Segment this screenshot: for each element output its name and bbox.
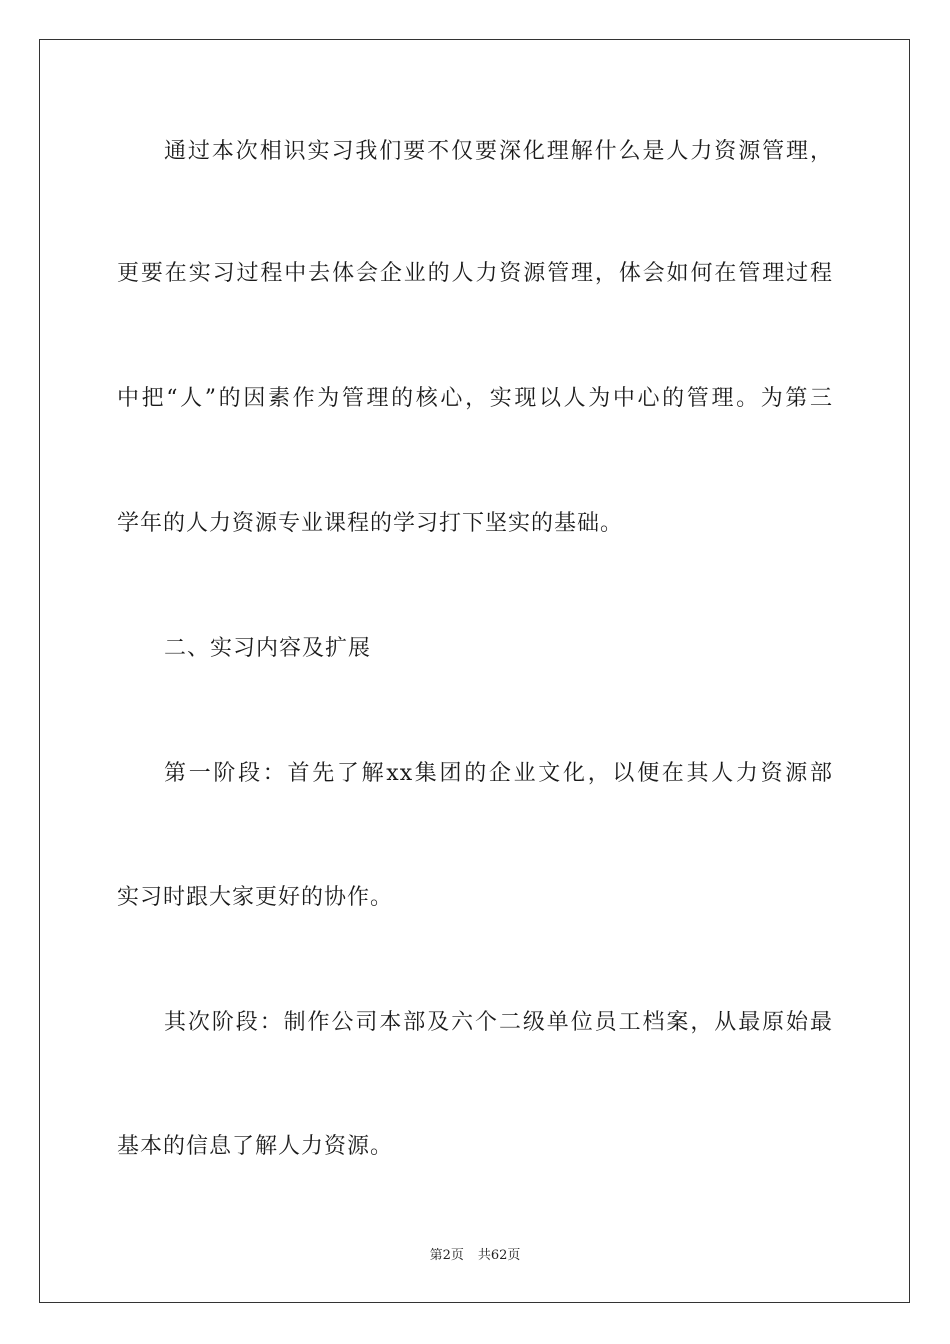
page-number: 第2页: [429, 1248, 464, 1263]
paragraph-line-3: 中把“人”的因素作为管理的核心，实现以人为中心的管理。为第三: [117, 386, 833, 411]
page-footer: [0, 1247, 950, 1265]
section-heading: 二、实习内容及扩展: [164, 636, 372, 661]
paragraph-line-4: 学年的人力资源专业课程的学习打下坚实的基础。: [117, 511, 624, 536]
paragraph-line-1: 通过本次相识实习我们要不仅要深化理解什么是人力资源管理，: [164, 139, 833, 164]
page-border: [39, 39, 910, 1303]
paragraph-line-8: 基本的信息了解人力资源。: [117, 1134, 394, 1159]
paragraph-line-5: 第一阶段：首先了解xx集团的企业文化，以便在其人力资源部: [164, 761, 833, 786]
paragraph-line-7: 其次阶段：制作公司本部及六个二级单位员工档案，从最原始最: [164, 1010, 833, 1035]
paragraph-line-2: 更要在实习过程中去体会企业的人力资源管理，体会如何在管理过程: [117, 261, 833, 286]
page-total: 共62页: [477, 1248, 521, 1263]
paragraph-line-6: 实习时跟大家更好的协作。: [117, 885, 394, 910]
